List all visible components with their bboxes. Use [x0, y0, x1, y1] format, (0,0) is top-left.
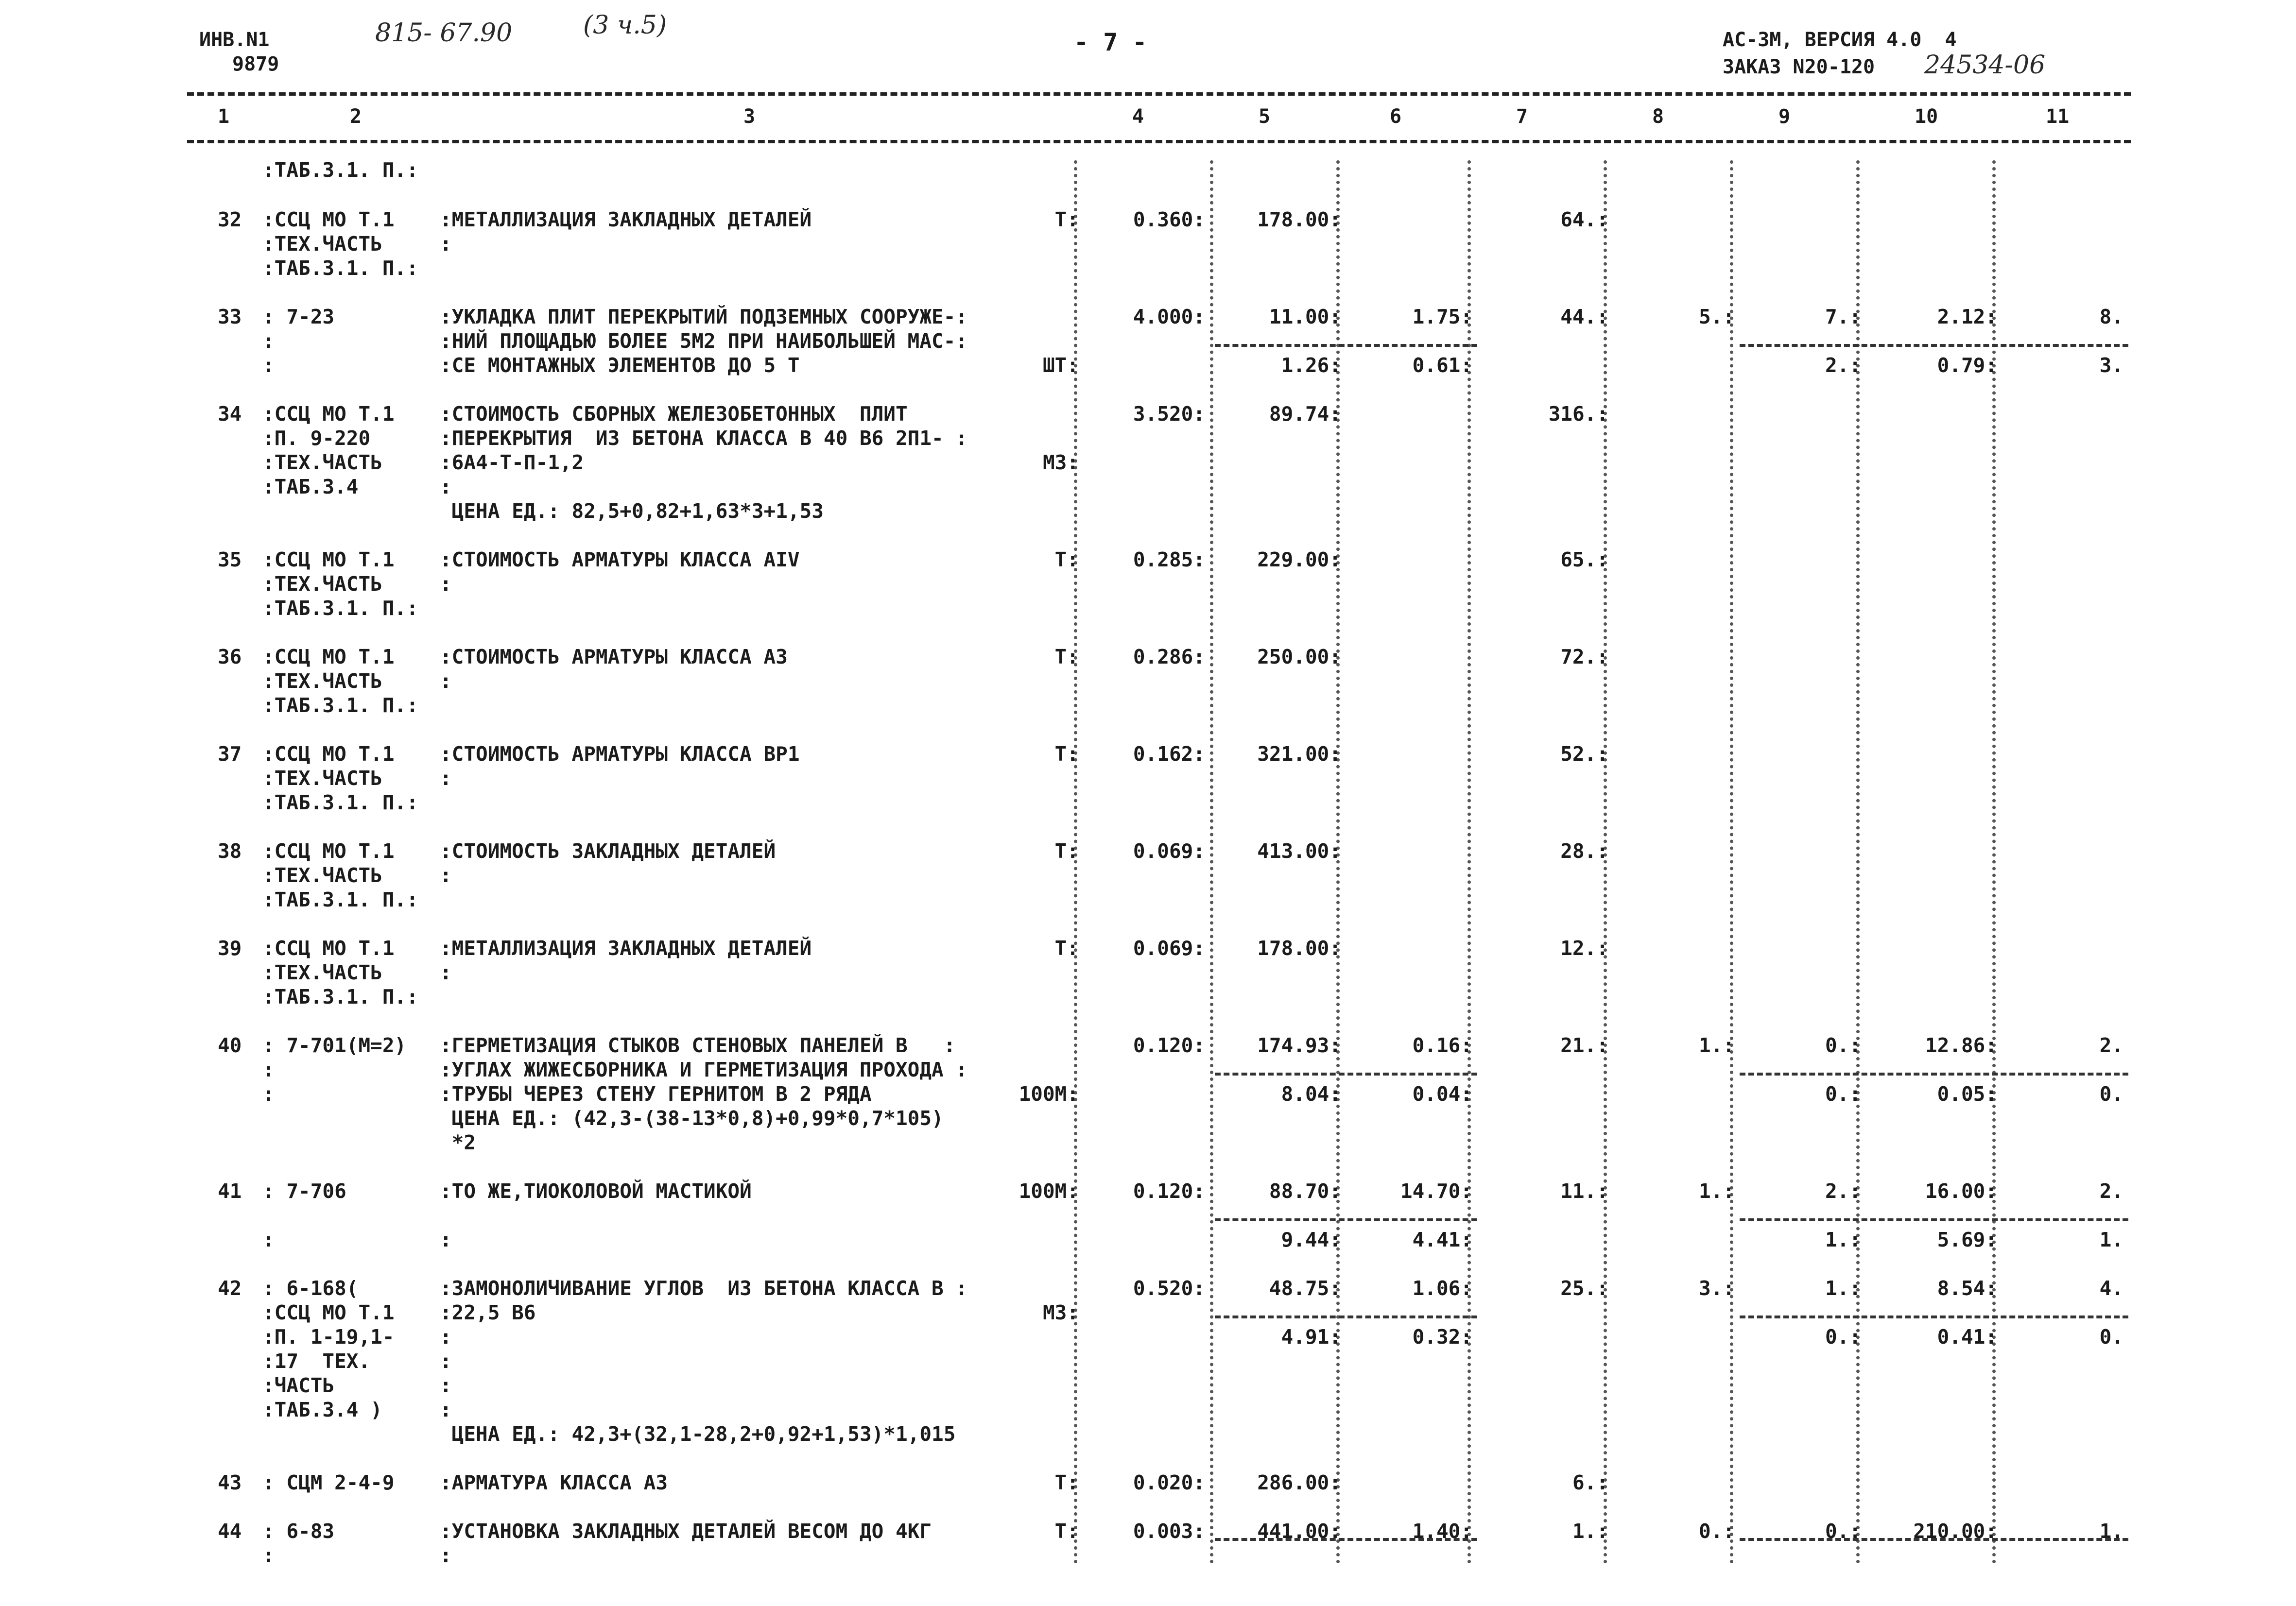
- cell-c5: 48.75:: [1269, 1277, 1341, 1300]
- cell-c8: 3.:: [1698, 1277, 1735, 1300]
- cell-c9: 2.:: [1825, 354, 1861, 377]
- row-description: :: [440, 1228, 452, 1251]
- row-description: :СТОИМОСТЬ АРМАТУРЫ КЛАССА AIV: [440, 548, 800, 571]
- row-code: :ТАБ.3.1. П.:: [262, 791, 418, 814]
- cell-c6: 0.61:: [1412, 354, 1472, 377]
- row-description: :МЕТАЛЛИЗАЦИЯ ЗАКЛАДНЫХ ДЕТАЛЕЙ: [440, 937, 812, 960]
- row-description: :СЕ МОНТАЖНЫХ ЭЛЕМЕНТОВ ДО 5 Т: [440, 354, 800, 377]
- row-code: :ССЦ МО Т.1: [262, 937, 395, 960]
- row-code: : 6-83: [262, 1520, 335, 1543]
- row-code: :ЧАСТЬ: [262, 1374, 335, 1397]
- row-description: :СТОИМОСТЬ АРМАТУРЫ КЛАССА ВР1: [440, 742, 800, 766]
- row-description: :УГЛАХ ЖИЖЕСБОРНИКА И ГЕРМЕТИЗАЦИЯ ПРОХОДА :: [440, 1058, 968, 1081]
- cell-c10: 16.00:: [1925, 1179, 1997, 1203]
- row-description: ЦЕНА ЕД.: 82,5+0,82+1,63*3+1,53: [440, 499, 824, 523]
- column-header-11: 11: [2046, 105, 2070, 128]
- row-unit: Т:: [1054, 742, 1079, 766]
- row-number: 35: [218, 548, 242, 571]
- row-description: :: [440, 864, 452, 887]
- row-code: :ТЕХ.ЧАСТЬ: [262, 572, 382, 596]
- cell-c9: 1.:: [1825, 1277, 1861, 1300]
- subtotal-rule: [1215, 344, 1477, 347]
- row-code: :ТЕХ.ЧАСТЬ: [262, 961, 382, 984]
- cell-c5: 178.00:: [1257, 208, 1341, 231]
- cell-c11: 8.: [2099, 305, 2123, 328]
- cell-c7: 64.:: [1560, 208, 1608, 231]
- cell-c11: 0.: [2099, 1325, 2123, 1349]
- cell-c4: 0.520:: [1133, 1277, 1205, 1300]
- cell-c8: 0.:: [1698, 1520, 1735, 1543]
- cell-c4: 0.120:: [1133, 1179, 1205, 1203]
- row-description: :: [440, 1544, 452, 1567]
- cell-c7: 1.:: [1572, 1520, 1608, 1543]
- cell-c6: 0.16:: [1412, 1034, 1472, 1057]
- row-code: :ССЦ МО Т.1: [262, 548, 395, 571]
- row-number: 40: [218, 1034, 242, 1057]
- row-number: 37: [218, 742, 242, 766]
- order-handwritten: 24534-06: [1924, 51, 2046, 80]
- row-description: :УСТАНОВКА ЗАКЛАДНЫХ ДЕТАЛЕЙ ВЕСОМ ДО 4КГ: [440, 1520, 932, 1543]
- row-description: :АРМАТУРА КЛАССА А3: [440, 1471, 668, 1494]
- row-description: ЦЕНА ЕД.: (42,3-(38-13*0,8)+0,99*0,7*105): [440, 1107, 944, 1130]
- row-number: 36: [218, 645, 242, 668]
- subtotal-rule: [1215, 1538, 1477, 1541]
- subtotal-rule: [1740, 1218, 2128, 1221]
- cell-c6: 1.40:: [1412, 1520, 1472, 1543]
- row-code: :ТЕХ.ЧАСТЬ: [262, 451, 382, 474]
- cell-c9: 7.:: [1825, 305, 1861, 328]
- column-header-4: 4: [1132, 105, 1144, 128]
- column-header-2: 2: [350, 105, 362, 128]
- cell-c8: 1.:: [1698, 1034, 1735, 1057]
- row-unit: Т:: [1054, 1471, 1079, 1494]
- row-code: :: [262, 1082, 275, 1106]
- row-code: :ССЦ МО Т.1: [262, 208, 395, 231]
- cell-c4: 0.162:: [1133, 742, 1205, 766]
- row-description: :СТОИМОСТЬ ЗАКЛАДНЫХ ДЕТАЛЕЙ: [440, 839, 776, 863]
- cell-c7: 65.:: [1560, 548, 1608, 571]
- cell-c5: 321.00:: [1257, 742, 1341, 766]
- row-description: :НИЙ ПЛОЩАДЬЮ БОЛЕЕ 5М2 ПРИ НАИБОЛЬШЕЙ МАС-:: [440, 329, 968, 353]
- column-separator: [1210, 160, 1213, 1564]
- cell-c7: 316.:: [1548, 402, 1608, 426]
- cell-c5: 9.44:: [1281, 1228, 1341, 1251]
- row-code: :ТЕХ.ЧАСТЬ: [262, 864, 382, 887]
- cell-c6: 1.75:: [1412, 305, 1472, 328]
- subtotal-rule: [1740, 1538, 2128, 1541]
- cell-c11: 3.: [2099, 354, 2123, 377]
- row-unit: 100М:: [1019, 1179, 1079, 1203]
- row-description: :: [440, 1374, 452, 1397]
- cell-c11: 0.: [2099, 1082, 2123, 1106]
- row-description: :ГЕРМЕТИЗАЦИЯ СТЫКОВ СТЕНОВЫХ ПАНЕЛЕЙ В :: [440, 1034, 956, 1057]
- cell-c5: 4.91:: [1281, 1325, 1341, 1349]
- cell-c6: 0.32:: [1412, 1325, 1472, 1349]
- row-code: : 6-168(: [262, 1277, 359, 1300]
- row-code: :ТАБ.3.1. П.:: [262, 694, 418, 717]
- cell-c10: 12.86:: [1925, 1034, 1997, 1057]
- cell-c4: 0.020:: [1133, 1471, 1205, 1494]
- row-code: :П. 9-220: [262, 427, 371, 450]
- row-number: 34: [218, 402, 242, 426]
- cell-c4: 0.120:: [1133, 1034, 1205, 1057]
- column-header-7: 7: [1516, 105, 1528, 128]
- cell-c4: 0.285:: [1133, 548, 1205, 571]
- cell-c9: 0.:: [1825, 1034, 1861, 1057]
- row-code: : 7-701(М=2): [262, 1034, 407, 1057]
- row-number: 43: [218, 1471, 242, 1494]
- header-rule: [187, 140, 2131, 143]
- row-code: :ТАБ.3.4 ): [262, 1398, 382, 1421]
- row-code: :ТЕХ.ЧАСТЬ: [262, 669, 382, 693]
- cell-c7: 6.:: [1572, 1471, 1608, 1494]
- row-description: :: [440, 232, 452, 256]
- row-unit: Т:: [1054, 208, 1079, 231]
- cell-c4: 0.003:: [1133, 1520, 1205, 1543]
- row-description: :: [440, 475, 452, 498]
- row-code: :ТАБ.3.1. П.:: [262, 985, 418, 1008]
- cell-c5: 441.00:: [1257, 1520, 1341, 1543]
- cell-c7: 21.:: [1560, 1034, 1608, 1057]
- row-unit: Т:: [1054, 645, 1079, 668]
- row-code: :ТЕХ.ЧАСТЬ: [262, 232, 382, 256]
- inventory-label: ИНВ.N1: [199, 29, 270, 51]
- row-description: :22,5 В6: [440, 1301, 536, 1324]
- cell-c10: 2.12:: [1937, 305, 1997, 328]
- cell-c5: 89.74:: [1269, 402, 1341, 426]
- cell-c7: 12.:: [1560, 937, 1608, 960]
- cell-c9: 0.:: [1825, 1520, 1861, 1543]
- row-unit: Т:: [1054, 548, 1079, 571]
- column-header-6: 6: [1390, 105, 1402, 128]
- cell-c7: 72.:: [1560, 645, 1608, 668]
- cell-c4: 0.286:: [1133, 645, 1205, 668]
- row-code: :ССЦ МО Т.1: [262, 742, 395, 766]
- cell-c7: 11.:: [1560, 1179, 1608, 1203]
- row-code: :ТАБ.3.1. П.:: [262, 158, 418, 182]
- row-description: :: [440, 961, 452, 984]
- top-rule: [187, 92, 2131, 96]
- subtotal-rule: [1215, 1218, 1477, 1221]
- cell-c5: 11.00:: [1269, 305, 1341, 328]
- cell-c7: 25.:: [1560, 1277, 1608, 1300]
- cell-c4: 0.069:: [1133, 937, 1205, 960]
- row-unit: Т:: [1054, 1520, 1079, 1543]
- cell-c5: 88.70:: [1269, 1179, 1341, 1203]
- subtotal-rule: [1215, 1316, 1477, 1318]
- row-code: : 7-23: [262, 305, 335, 328]
- subtotal-rule: [1740, 1316, 2128, 1318]
- cell-c4: 3.520:: [1133, 402, 1205, 426]
- row-description: :СТОИМОСТЬ СБОРНЫХ ЖЕЛЕЗОБЕТОННЫХ ПЛИТ: [440, 402, 908, 426]
- row-description: :МЕТАЛЛИЗАЦИЯ ЗАКЛАДНЫХ ДЕТАЛЕЙ: [440, 208, 812, 231]
- row-description: :: [440, 572, 452, 596]
- row-number: 38: [218, 839, 242, 863]
- cell-c7: 28.:: [1560, 839, 1608, 863]
- row-unit: М3:: [1042, 1301, 1079, 1324]
- row-unit: 100М:: [1019, 1082, 1079, 1106]
- row-number: 32: [218, 208, 242, 231]
- row-code: :: [262, 1058, 275, 1081]
- cell-c10: 5.69:: [1937, 1228, 1997, 1251]
- row-number: 41: [218, 1179, 242, 1203]
- cell-c5: 229.00:: [1257, 548, 1341, 571]
- row-unit: Т:: [1054, 937, 1079, 960]
- subtotal-rule: [1740, 1073, 2128, 1076]
- column-header-8: 8: [1652, 105, 1664, 128]
- inventory-number: 9879: [232, 53, 279, 75]
- row-description: :ПЕРЕКРЫТИЯ ИЗ БЕТОНА КЛАССА В 40 В6 2П1- :: [440, 427, 968, 450]
- subtotal-rule: [1740, 344, 2128, 347]
- program-version: АС-3М, ВЕРСИЯ 4.0 4: [1723, 29, 1957, 51]
- cell-c10: 210.00:: [1913, 1520, 1997, 1543]
- row-description: :: [440, 1350, 452, 1373]
- cell-c5: 178.00:: [1257, 937, 1341, 960]
- cell-c5: 250.00:: [1257, 645, 1341, 668]
- cell-c8: 5.:: [1698, 305, 1735, 328]
- row-description: :: [440, 767, 452, 790]
- row-unit: М3:: [1042, 451, 1079, 474]
- cell-c6: 14.70:: [1400, 1179, 1472, 1203]
- column-separator: [1730, 160, 1733, 1564]
- row-code: :ТАБ.3.1. П.:: [262, 888, 418, 911]
- cell-c5: 8.04:: [1281, 1082, 1341, 1106]
- handwritten-code: 815- 67.90: [375, 18, 513, 48]
- cell-c5: 286.00:: [1257, 1471, 1341, 1494]
- cell-c9: 2.:: [1825, 1179, 1861, 1203]
- row-description: ЦЕНА ЕД.: 42,3+(32,1-28,2+0,92+1,53)*1,015: [440, 1422, 956, 1446]
- cell-c7: 44.:: [1560, 305, 1608, 328]
- row-code: :: [262, 1544, 275, 1567]
- row-code: :: [262, 329, 275, 353]
- cell-c9: 0.:: [1825, 1325, 1861, 1349]
- cell-c11: 1.: [2099, 1228, 2123, 1251]
- column-header-3: 3: [743, 105, 756, 128]
- cell-c11: 1.: [2099, 1520, 2123, 1543]
- cell-c9: 0.:: [1825, 1082, 1861, 1106]
- row-code: :ССЦ МО Т.1: [262, 402, 395, 426]
- column-header-9: 9: [1778, 105, 1791, 128]
- row-description: *2: [440, 1131, 476, 1154]
- row-description: :: [440, 1398, 452, 1421]
- row-code: :ССЦ МО Т.1: [262, 839, 395, 863]
- cell-c4: 0.069:: [1133, 839, 1205, 863]
- row-code: : СЦМ 2-4-9: [262, 1471, 395, 1494]
- row-code: :ССЦ МО Т.1: [262, 645, 395, 668]
- row-code: :: [262, 1228, 275, 1251]
- page-marker: - 7 -: [1074, 28, 1147, 56]
- cell-c9: 1.:: [1825, 1228, 1861, 1251]
- row-code: :ТЕХ.ЧАСТЬ: [262, 767, 382, 790]
- row-description: :6А4-Т-П-1,2: [440, 451, 584, 474]
- row-description: :: [440, 1325, 452, 1349]
- row-description: :УКЛАДКА ПЛИТ ПЕРЕКРЫТИЙ ПОДЗЕМНЫХ СООРУЖЕ-:: [440, 305, 968, 328]
- row-code: :ТАБ.3.1. П.:: [262, 597, 418, 620]
- row-description: :СТОИМОСТЬ АРМАТУРЫ КЛАССА А3: [440, 645, 788, 668]
- cell-c6: 1.06:: [1412, 1277, 1472, 1300]
- row-code: :ТАБ.3.4: [262, 475, 359, 498]
- row-unit: ШТ:: [1042, 354, 1079, 377]
- row-description: :ЗАМОНОЛИЧИВАНИЕ УГЛОВ ИЗ БЕТОНА КЛАССА В :: [440, 1277, 968, 1300]
- cell-c11: 2.: [2099, 1179, 2123, 1203]
- subtotal-rule: [1215, 1073, 1477, 1076]
- row-code: :17 ТЕХ.: [262, 1350, 371, 1373]
- column-header-5: 5: [1259, 105, 1271, 128]
- row-description: :: [440, 669, 452, 693]
- row-code: : 7-706: [262, 1179, 346, 1203]
- column-header-1: 1: [218, 105, 230, 128]
- row-code: :ССЦ МО Т.1: [262, 1301, 395, 1324]
- row-code: :П. 1-19,1-: [262, 1325, 395, 1349]
- cell-c8: 1.:: [1698, 1179, 1735, 1203]
- cell-c6: 4.41:: [1412, 1228, 1472, 1251]
- cell-c5: 413.00:: [1257, 839, 1341, 863]
- cell-c11: 4.: [2099, 1277, 2123, 1300]
- cell-c10: 0.05:: [1937, 1082, 1997, 1106]
- column-header-10: 10: [1915, 105, 1938, 128]
- row-description: :ТО ЖЕ,ТИОКОЛОВОЙ МАСТИКОЙ: [440, 1179, 752, 1203]
- row-code: :ТАБ.3.1. П.:: [262, 256, 418, 280]
- row-number: 44: [218, 1520, 242, 1543]
- cell-c5: 174.93:: [1257, 1034, 1341, 1057]
- row-unit: Т:: [1054, 839, 1079, 863]
- cell-c4: 0.360:: [1133, 208, 1205, 231]
- row-number: 42: [218, 1277, 242, 1300]
- handwritten-part: (3 ч.5): [583, 11, 667, 40]
- cell-c11: 2.: [2099, 1034, 2123, 1057]
- order-label: ЗАКАЗ N20-120: [1723, 56, 1875, 78]
- cell-c5: 1.26:: [1281, 354, 1341, 377]
- row-description: :ТРУБЫ ЧЕРЕЗ СТЕНУ ГЕРНИТОМ В 2 РЯДА: [440, 1082, 872, 1106]
- cell-c10: 0.41:: [1937, 1325, 1997, 1349]
- cell-c10: 8.54:: [1937, 1277, 1997, 1300]
- row-code: :: [262, 354, 275, 377]
- cell-c6: 0.04:: [1412, 1082, 1472, 1106]
- cell-c10: 0.79:: [1937, 354, 1997, 377]
- cell-c7: 52.:: [1560, 742, 1608, 766]
- cell-c4: 4.000:: [1133, 305, 1205, 328]
- row-number: 39: [218, 937, 242, 960]
- row-number: 33: [218, 305, 242, 328]
